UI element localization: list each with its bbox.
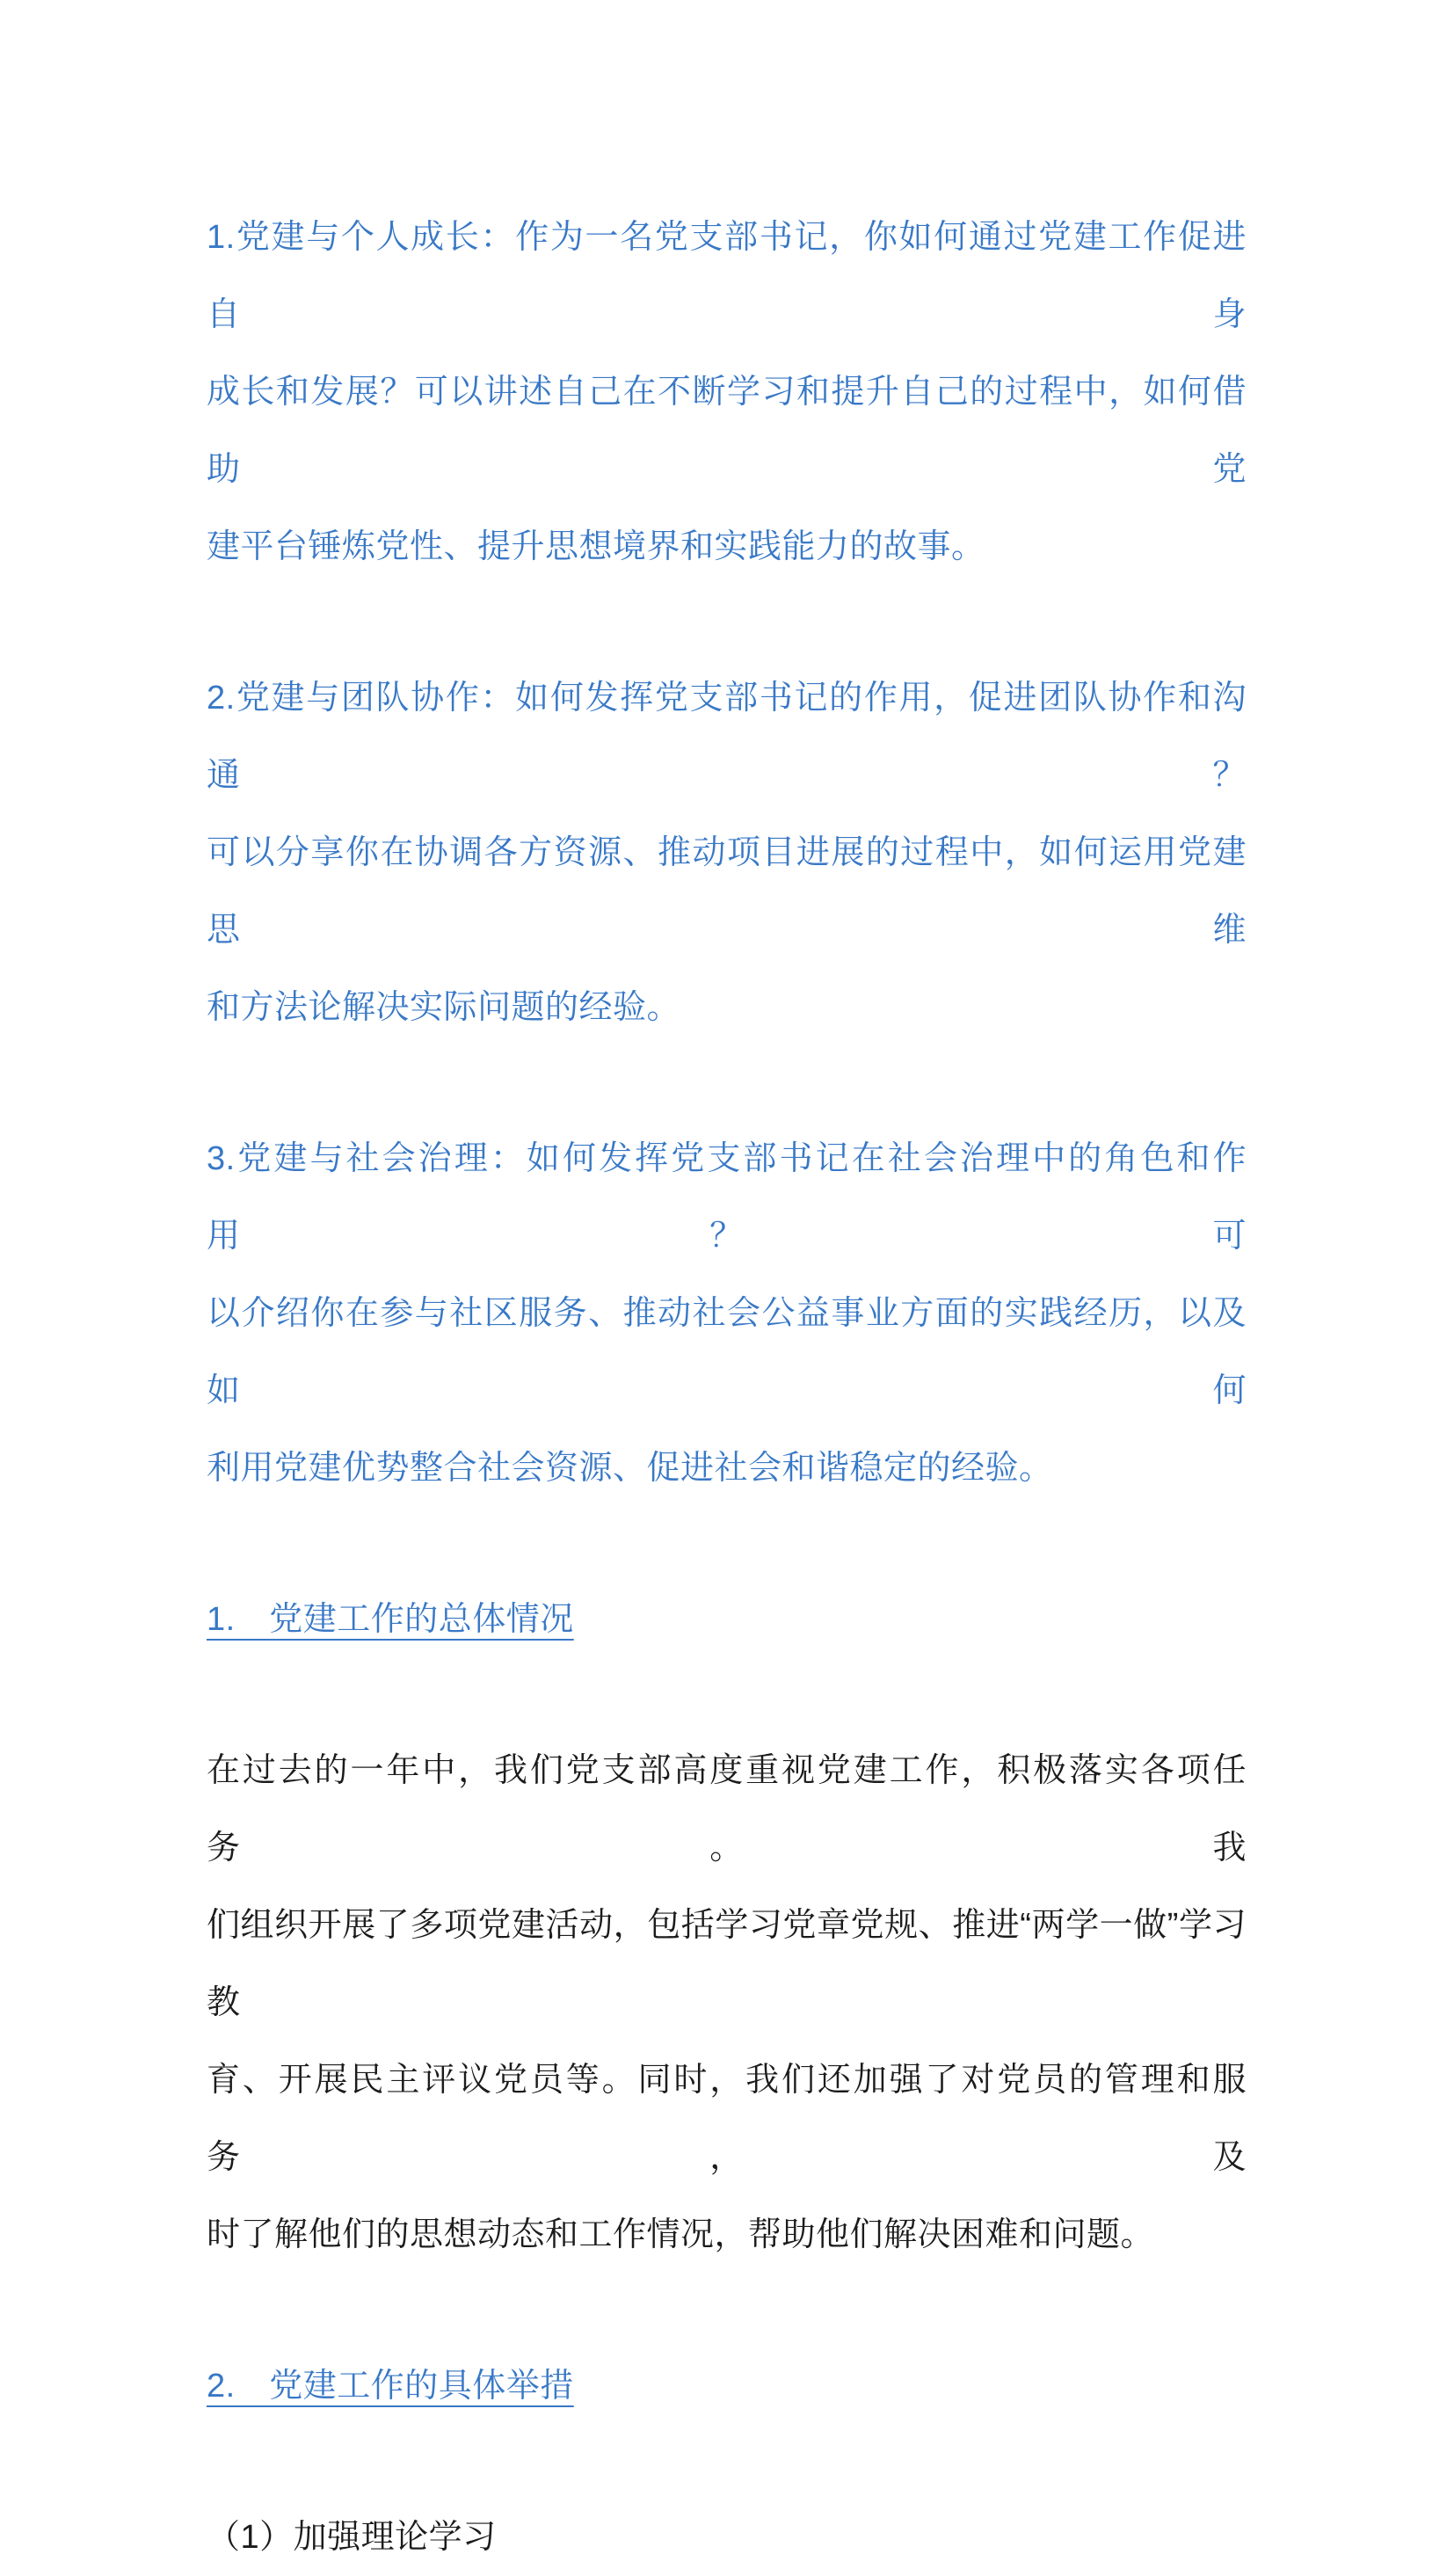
text-line: 1.党建与个人成长：作为一名党支部书记，你如何通过党建工作促进自身 bbox=[207, 219, 1247, 333]
text-line: 1. 党建工作的总体情况 bbox=[207, 1601, 574, 1638]
paragraph bbox=[207, 2499, 1247, 2576]
text-line: 们组织开展了多项党建活动，包括学习党章党规、推进“两学一做”学习教 bbox=[207, 1907, 1247, 2021]
text-line: 2. 党建工作的具体举措 bbox=[207, 2368, 574, 2405]
document-body bbox=[207, 199, 1247, 2576]
text-line: 育、开展民主评议党员等。同时，我们还加强了对党员的管理和服务，及 bbox=[207, 2062, 1247, 2176]
text-line: 建平台锤炼党性、提升思想境界和实践能力的故事。 bbox=[207, 528, 985, 565]
text-line: 在过去的一年中，我们党支部高度重视党建工作，积极落实各项任务。我 bbox=[207, 1752, 1247, 1867]
text-line: 3.党建与社会治理：如何发挥党支部书记在社会治理中的角色和作用？可 bbox=[207, 1140, 1247, 1255]
paragraph bbox=[207, 1732, 1247, 2274]
section-heading bbox=[207, 2347, 1247, 2425]
paragraph bbox=[207, 1120, 1247, 1507]
paragraph bbox=[207, 199, 1247, 586]
text-line: 成长和发展？可以讲述自己在不断学习和提升自己的过程中，如何借助党 bbox=[207, 374, 1247, 488]
text-line: 利用党建优势整合社会资源、促进社会和谐稳定的经验。 bbox=[207, 1450, 1053, 1487]
text-line: 时了解他们的思想动态和工作情况，帮助他们解决困难和问题。 bbox=[207, 2216, 1155, 2253]
text-line: （1）加强理论学习 bbox=[207, 2519, 497, 2556]
section-heading bbox=[207, 1581, 1247, 1658]
text-line: 和方法论解决实际问题的经验。 bbox=[207, 989, 681, 1026]
paragraph bbox=[207, 659, 1247, 1046]
text-line: 2.党建与团队协作：如何发挥党支部书记的作用，促进团队协作和沟通？ bbox=[207, 680, 1247, 794]
text-line: 以介绍你在参与社区服务、推动社会公益事业方面的实践经历，以及如何 bbox=[207, 1295, 1247, 1409]
text-line: 可以分享你在协调各方资源、推动项目进展的过程中，如何运用党建思维 bbox=[207, 834, 1247, 949]
